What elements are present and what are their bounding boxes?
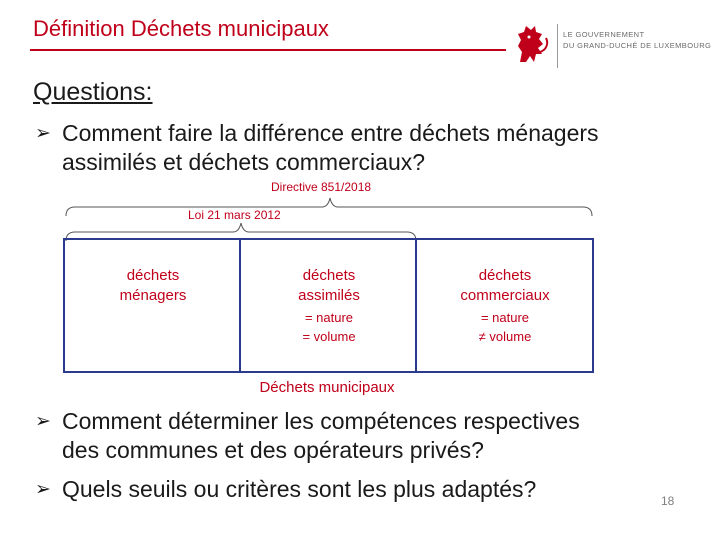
government-logo xyxy=(508,20,712,72)
bullet-text-line2: assimilés et déchets commerciaux? xyxy=(62,149,426,175)
municipal-waste-label: Déchets municipaux xyxy=(259,379,395,396)
col2-line1: déchets xyxy=(302,267,356,284)
col-commerciaux xyxy=(418,266,592,346)
bullet-text-line1: Quels seuils ou critères sont les plus adaptés? xyxy=(62,476,537,502)
page-number: 18 xyxy=(661,494,675,508)
col-menagers xyxy=(66,266,240,306)
bullet-question-2 xyxy=(35,407,695,465)
bullet-question-1 xyxy=(35,119,695,177)
bullet-text-line2: des communes et des opérateurs privés? xyxy=(62,437,484,463)
col2-sub1: = nature xyxy=(304,310,354,325)
slide-title: Définition Déchets municipaux xyxy=(33,16,329,41)
logo-text-line1: LE GOUVERNEMENT xyxy=(563,30,645,39)
arrow-bullet-icon: ➢ xyxy=(35,123,51,144)
col2-sub2: = volume xyxy=(302,329,356,344)
bullet-question-3 xyxy=(35,475,695,504)
col3-line2: commerciaux xyxy=(460,287,550,304)
logo-separator xyxy=(557,24,558,68)
col-assimiles xyxy=(242,266,416,346)
title-underline xyxy=(30,49,506,51)
col3-sub2: ≠ volume xyxy=(478,329,532,344)
bullet-text-line1: Comment déterminer les compétences respectives xyxy=(62,408,580,434)
bullet-text-line1: Comment faire la différence entre déchets ménagers xyxy=(62,120,599,146)
col3-sub1: = nature xyxy=(480,310,530,325)
arrow-bullet-icon: ➢ xyxy=(35,479,51,500)
col3-line1: déchets xyxy=(478,267,532,284)
arrow-bullet-icon: ➢ xyxy=(35,411,51,432)
loi-label: Loi 21 mars 2012 xyxy=(188,208,281,222)
waste-classification-diagram xyxy=(0,178,720,398)
directive-brace xyxy=(66,198,592,216)
col1-line2: ménagers xyxy=(119,287,187,304)
col1-line1: déchets xyxy=(126,267,180,284)
col2-line2: assimilés xyxy=(298,287,360,304)
directive-label: Directive 851/2018 xyxy=(271,180,372,194)
red-lion-icon xyxy=(512,22,552,68)
questions-heading: Questions: xyxy=(33,78,153,106)
logo-text-line2: DU GRAND-DUCHÉ DE LUXEMBOURG xyxy=(563,41,712,50)
